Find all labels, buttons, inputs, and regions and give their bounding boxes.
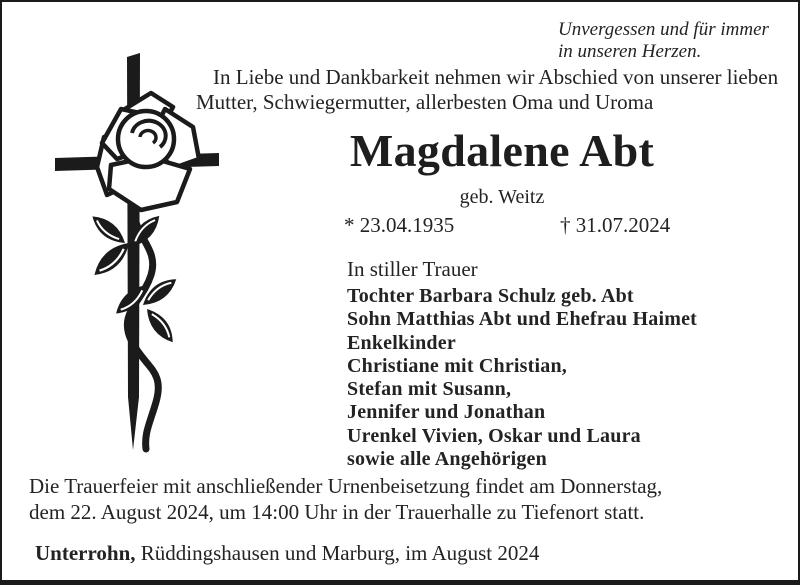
deceased-name: Magdalene Abt [349,125,655,176]
funeral-line-2: dem 22. August 2024, um 14:00 Uhr in der Trauerhalle zu Tiefenort statt. [29,499,645,524]
mourner-line: sowie alle Angehörigen [347,448,547,471]
funeral-info [29,474,662,525]
funeral-line-1: Die Trauerfeier mit anschließender Urnenbeisetzung findet am Donnerstag, [29,474,663,498]
motto [558,19,769,63]
closing-rest: Rüddingshausen und Marburg, im August 2024 [140,541,540,565]
intro-paragraph [196,65,778,115]
mourner-line: Sohn Matthias Abt und Ehefrau Haimet [347,308,698,331]
maiden-name: geb. Weitz [459,186,545,208]
mourner-line: Stefan mit Susann, [347,378,512,401]
mourners-list [347,285,697,471]
birth-date: * 23.04.1935 [344,213,455,237]
closing-places: Unterrohn, [35,541,136,565]
mourner-line: Enkelkinder [347,331,456,354]
life-dates [344,213,724,239]
mourning-header: In stiller Trauer [347,257,478,281]
mourner-line: Urenkel Vivien, Oskar und Laura [347,424,641,447]
mourner-line: Christiane mit Christian, [347,354,567,377]
motto-line-2: in unseren Herzen. [558,41,702,62]
intro-line-1: In Liebe und Dankbarkeit nehmen wir Abschied von unserer lieben [213,65,779,89]
mourner-line: Tochter Barbara Schulz geb. Abt [347,285,634,307]
mourner-line: Jennifer und Jonathan [347,401,546,424]
death-date: † 31.07.2024 [560,213,671,237]
motto-line-1: Unvergessen und für immer [558,19,769,40]
intro-line-2: Mutter, Schwiegermutter, allerbesten Oma und Uroma [196,90,654,114]
closing-line [35,541,539,566]
